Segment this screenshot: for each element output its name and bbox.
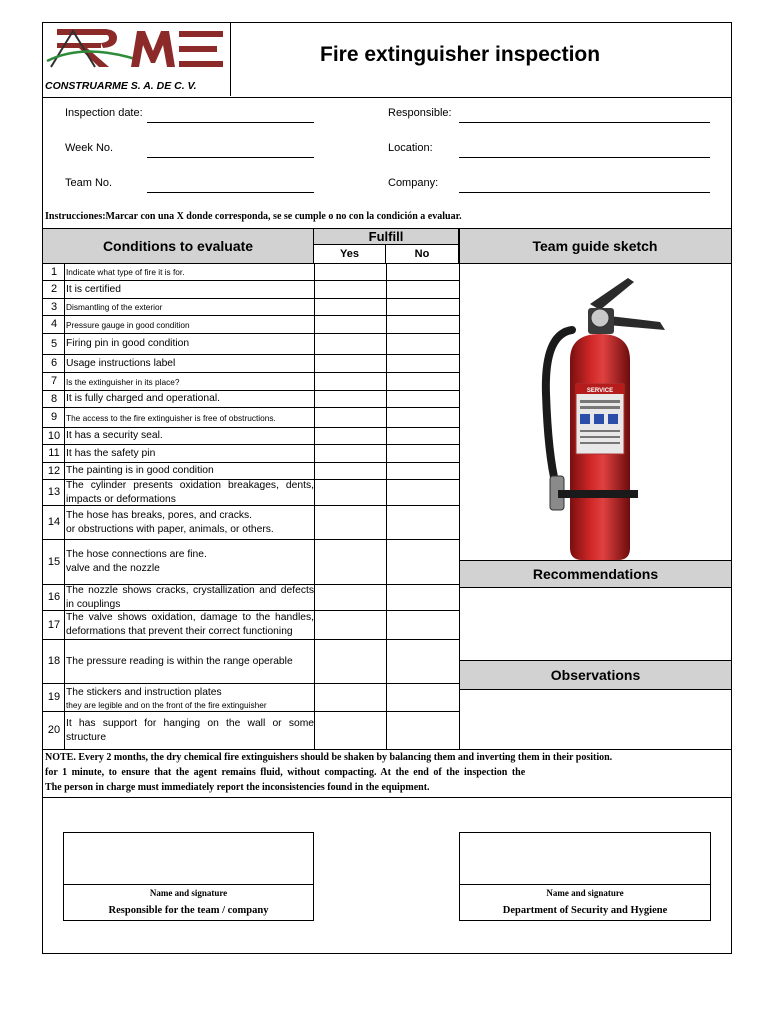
no-checkbox-cell[interactable] (387, 640, 459, 683)
responsible-field[interactable] (459, 122, 710, 123)
no-checkbox-cell[interactable] (387, 391, 459, 407)
row-number: 15 (47, 555, 61, 568)
row-number: 14 (47, 516, 61, 528)
row-number: 20 (47, 724, 61, 736)
condition-line: The access to the fire extinguisher is free of obstructions. (66, 412, 276, 423)
condition-text (66, 445, 314, 462)
yes-checkbox-cell[interactable] (315, 684, 386, 711)
yes-checkbox-cell[interactable] (315, 640, 386, 683)
signature-dept-label: Department of Security and Hygiene (502, 905, 668, 916)
yes-checkbox-cell[interactable] (315, 506, 386, 539)
note-bottom-border (43, 797, 731, 798)
condition-line: Usage instructions label (66, 357, 176, 369)
row-number: 18 (47, 655, 61, 667)
row-number: 4 (50, 318, 58, 330)
no-checkbox-cell[interactable] (387, 281, 459, 298)
fire-extinguisher-icon (460, 264, 731, 560)
condition-line: they are legible and on the front of the fire extinguisher (66, 699, 267, 710)
yes-checkbox-cell[interactable] (315, 585, 386, 610)
signature-line (63, 884, 314, 885)
condition-text (66, 334, 314, 354)
row-number: 16 (47, 591, 61, 603)
condition-text (66, 391, 314, 407)
yes-checkbox-cell[interactable] (315, 480, 386, 505)
row-number: 19 (47, 691, 61, 703)
team-no-label: Team No. (65, 177, 113, 189)
yes-checkbox-cell[interactable] (315, 463, 386, 479)
signature-name-label: Name and signature (546, 888, 624, 898)
condition-line: or obstructions with paper, animals, or others. (66, 523, 274, 535)
condition-text (66, 316, 314, 333)
condition-text (66, 506, 314, 539)
condition-line: Dismantling of the exterior (66, 302, 163, 312)
yes-checkbox-cell[interactable] (315, 299, 386, 315)
yes-checkbox-cell[interactable] (315, 373, 386, 390)
no-checkbox-cell[interactable] (387, 334, 459, 354)
extinguisher-label-text: SERVICE (586, 388, 614, 394)
condition-text (66, 373, 314, 390)
location-label: Location: (388, 142, 433, 154)
condition-text (66, 355, 314, 372)
no-checkbox-cell[interactable] (387, 463, 459, 479)
condition-text (66, 611, 314, 639)
no-checkbox-cell[interactable] (387, 428, 459, 444)
row-number: 2 (50, 283, 58, 295)
condition-text (66, 712, 314, 749)
row-number: 17 (47, 618, 61, 631)
no-checkbox-cell[interactable] (387, 445, 459, 462)
row-number: 12 (47, 464, 61, 477)
condition-line: valve and the nozzle (66, 563, 160, 574)
fulfill-header: Fulfill (314, 229, 459, 245)
condition-text (66, 463, 314, 479)
conditions-header: Conditions to evaluate (43, 229, 314, 263)
row-number: 11 (48, 447, 60, 459)
row-number: 13 (47, 486, 61, 498)
condition-text (66, 480, 314, 505)
observations-header: Observations (460, 661, 731, 689)
form-header (43, 23, 731, 98)
recommendations-header: Recommendations (460, 561, 731, 587)
condition-line: Pressure gauge in good condition (66, 319, 190, 330)
location-field[interactable] (459, 157, 710, 158)
recommendations-field[interactable] (460, 588, 731, 660)
inspection-date-label: Inspection date: (65, 107, 143, 119)
week-no-label: Week No. (65, 142, 114, 154)
yes-checkbox-cell[interactable] (315, 712, 386, 749)
yes-checkbox-cell[interactable] (315, 428, 386, 444)
observations-field[interactable] (460, 690, 731, 749)
inspection-form (42, 22, 732, 954)
week-no-field[interactable] (147, 157, 314, 158)
yes-checkbox-cell[interactable] (315, 281, 386, 298)
condition-line: The nozzle shows cracks, crystallization and defects in couplings (66, 585, 314, 610)
signature-line (459, 884, 711, 885)
condition-text (66, 585, 314, 610)
yes-checkbox-cell[interactable] (315, 540, 386, 584)
condition-line: The valve shows oxidation, damage to the handles, deformations that prevent their correct functioning (66, 612, 314, 637)
row-number: 3 (50, 300, 58, 313)
condition-line: The hose has breaks, pores, and cracks. (66, 509, 253, 521)
condition-line: It has the safety pin (66, 447, 156, 459)
note-line: for 1 minute, to ensure that the agent remains fluid, without compacting. At the end of the inspection the (45, 767, 526, 778)
page-title: Fire extinguisher inspection (320, 43, 601, 66)
yes-checkbox-cell[interactable] (315, 408, 386, 427)
condition-line: The hose connections are fine. (66, 549, 207, 560)
note-line: The person in charge must immediately report the inconsistencies found in the equipment. (45, 782, 430, 793)
condition-text (66, 428, 314, 444)
row-number: 5 (50, 337, 58, 350)
instructions-text: Instrucciones:Marcar con una X donde corresponda, se se cumple o no con la condición a evaluar. (45, 211, 462, 222)
no-checkbox-cell[interactable] (387, 316, 459, 333)
no-checkbox-cell[interactable] (387, 355, 459, 372)
yes-checkbox-cell[interactable] (315, 316, 386, 333)
condition-line: The stickers and instruction plates (66, 686, 222, 698)
company-field[interactable] (459, 192, 710, 193)
row-number: 10 (47, 429, 61, 442)
no-checkbox-cell[interactable] (387, 540, 459, 584)
condition-line: The cylinder presents oxidation breakages, dents, impacts or deformations (66, 480, 314, 505)
condition-line: It has support for hanging on the wall or some structure (66, 717, 314, 743)
yes-checkbox-cell[interactable] (315, 445, 386, 462)
row-number: 9 (50, 411, 58, 423)
condition-line: Indicate what type of fire it is for. (66, 267, 185, 277)
note-line: NOTE. Every 2 months, the dry chemical fire extinguishers should be shaken by balancing them and inverting them in their position. (45, 752, 613, 763)
no-checkbox-cell[interactable] (387, 585, 459, 610)
company-logo (43, 23, 231, 96)
row-number: 1 (50, 265, 58, 278)
responsible-label: Responsible: (388, 107, 452, 119)
condition-line: Is the extinguisher in its place? (66, 376, 180, 387)
condition-text (66, 408, 314, 427)
condition-text (66, 299, 314, 315)
no-checkbox-cell[interactable] (387, 299, 459, 315)
condition-line: It is certified (66, 283, 121, 295)
no-checkbox-cell[interactable] (387, 712, 459, 749)
yes-checkbox-cell[interactable] (315, 611, 386, 639)
no-checkbox-cell[interactable] (387, 506, 459, 539)
no-checkbox-cell[interactable] (387, 373, 459, 390)
condition-line: It is fully charged and operational. (66, 393, 220, 404)
company-label: Company: (388, 177, 439, 189)
condition-text (66, 281, 314, 298)
condition-text (66, 264, 314, 280)
yes-checkbox-cell[interactable] (315, 334, 386, 354)
condition-text (66, 540, 314, 584)
signature-dept-label: Responsible for the team / company (108, 905, 269, 916)
yes-checkbox-cell[interactable] (315, 264, 386, 280)
signature-name-label: Name and signature (149, 888, 228, 898)
yes-header: Yes (314, 245, 386, 263)
condition-line: The pressure reading is within the range operable (66, 655, 293, 667)
condition-text (66, 684, 314, 711)
inspection-date-field[interactable] (147, 122, 314, 123)
no-checkbox-cell[interactable] (387, 611, 459, 639)
note-text (45, 750, 729, 795)
sketch-header: Team guide sketch (459, 229, 731, 263)
yes-checkbox-cell[interactable] (315, 391, 386, 407)
condition-line: Firing pin in good condition (66, 338, 190, 349)
no-checkbox-cell[interactable] (387, 480, 459, 505)
condition-line: The painting is in good condition (66, 465, 214, 476)
company-name: CONSTRUARME S. A. DE C. V. (45, 80, 197, 92)
condition-line: It has a security seal. (66, 430, 163, 441)
no-checkbox-cell[interactable] (387, 684, 459, 711)
yes-checkbox-cell[interactable] (315, 355, 386, 372)
no-header: No (386, 245, 459, 263)
no-checkbox-cell[interactable] (387, 264, 459, 280)
condition-text (66, 640, 314, 683)
rme-logo-icon (43, 23, 229, 79)
no-checkbox-cell[interactable] (387, 408, 459, 427)
team-no-field[interactable] (147, 192, 314, 193)
row-number: 7 (50, 375, 58, 387)
row-number: 8 (50, 392, 58, 405)
row-number: 6 (50, 357, 58, 369)
